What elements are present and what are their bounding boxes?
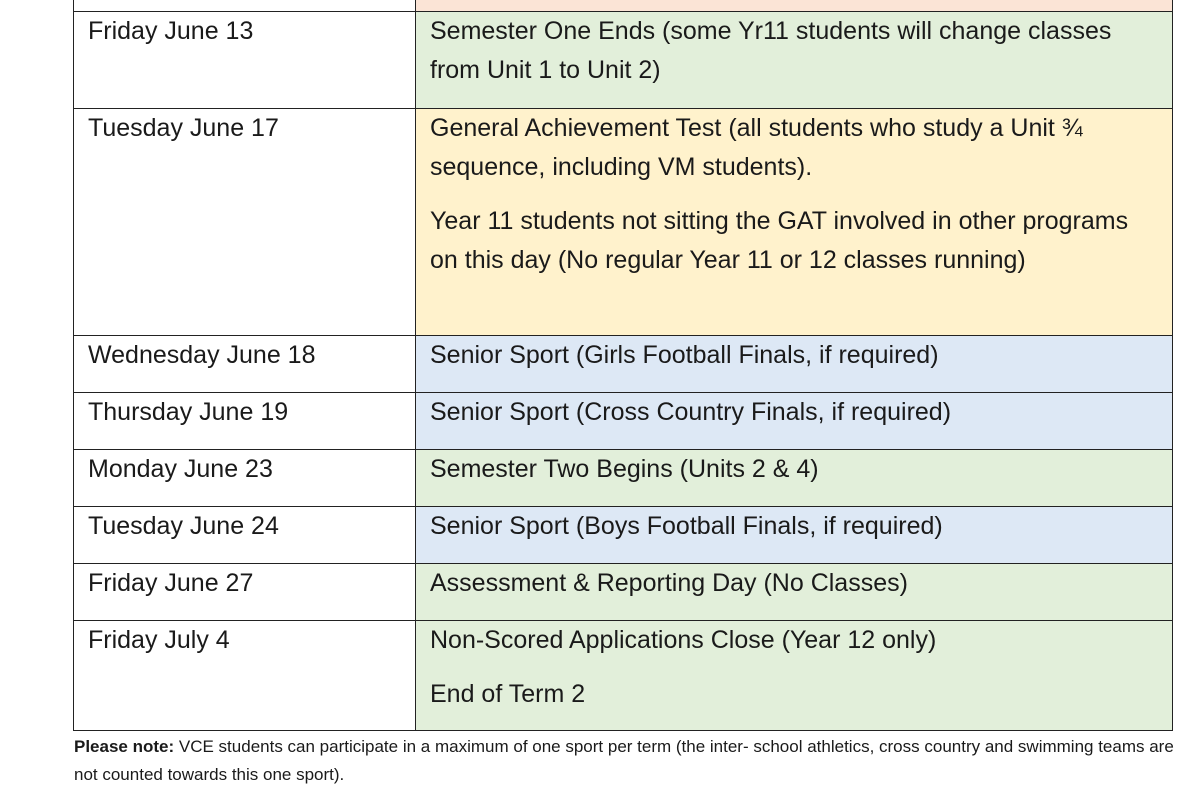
date-cell: Friday July 4: [74, 621, 416, 731]
date-cell: Tuesday June 24: [74, 507, 416, 564]
event-text: Senior Sport (Girls Football Finals, if required): [430, 341, 939, 369]
term-calendar-table: [73, 11, 1173, 731]
event-cell: [416, 393, 1173, 450]
event-cell: [416, 564, 1173, 621]
table-row: [74, 621, 1173, 731]
date-cell: Friday June 27: [74, 564, 416, 621]
event-text: General Achievement Test (all students who study a Unit ¾ sequence, including VM students).: [430, 114, 1083, 181]
table-row: [74, 109, 1173, 336]
event-text: Semester Two Begins (Units 2 & 4): [430, 455, 819, 483]
event-cell: [416, 621, 1173, 731]
date-cell: Friday June 13: [74, 12, 416, 109]
date-cell: Thursday June 19: [74, 393, 416, 450]
event-cell: [416, 12, 1173, 109]
event-text: Senior Sport (Boys Football Finals, if required): [430, 512, 943, 540]
event-text: Year 11 students not sitting the GAT involved in other programs on this day (No regular Year 11 or 12 classes running): [430, 207, 1129, 274]
table-row: [74, 507, 1173, 564]
event-cell: [416, 507, 1173, 564]
event-cell: [416, 336, 1173, 393]
event-cell: [416, 109, 1173, 336]
table-row: [74, 393, 1173, 450]
event-text: Senior Sport (Cross Country Finals, if required): [430, 398, 952, 426]
table-row: [74, 336, 1173, 393]
date-cell: Wednesday June 18: [74, 336, 416, 393]
footnote-label: Please note:: [74, 737, 175, 756]
event-cell: [416, 450, 1173, 507]
event-text: Assessment & Reporting Day (No Classes): [430, 569, 908, 597]
table-row: [74, 450, 1173, 507]
table-row: [74, 564, 1173, 621]
event-text: Semester One Ends (some Yr11 students will change classes from Unit 1 to Unit 2): [430, 17, 1112, 84]
date-cell: Monday June 23: [74, 450, 416, 507]
event-text: End of Term 2: [430, 680, 586, 708]
date-cell: Tuesday June 17: [74, 109, 416, 336]
event-text: Non-Scored Applications Close (Year 12 only): [430, 626, 937, 654]
footnote: [74, 733, 1184, 789]
footnote-text: VCE students can participate in a maximum of one sport per term (the inter- school athletics, cross country and swimming teams are not counted towards this one sport).: [74, 737, 1174, 784]
table-row: [74, 12, 1173, 109]
